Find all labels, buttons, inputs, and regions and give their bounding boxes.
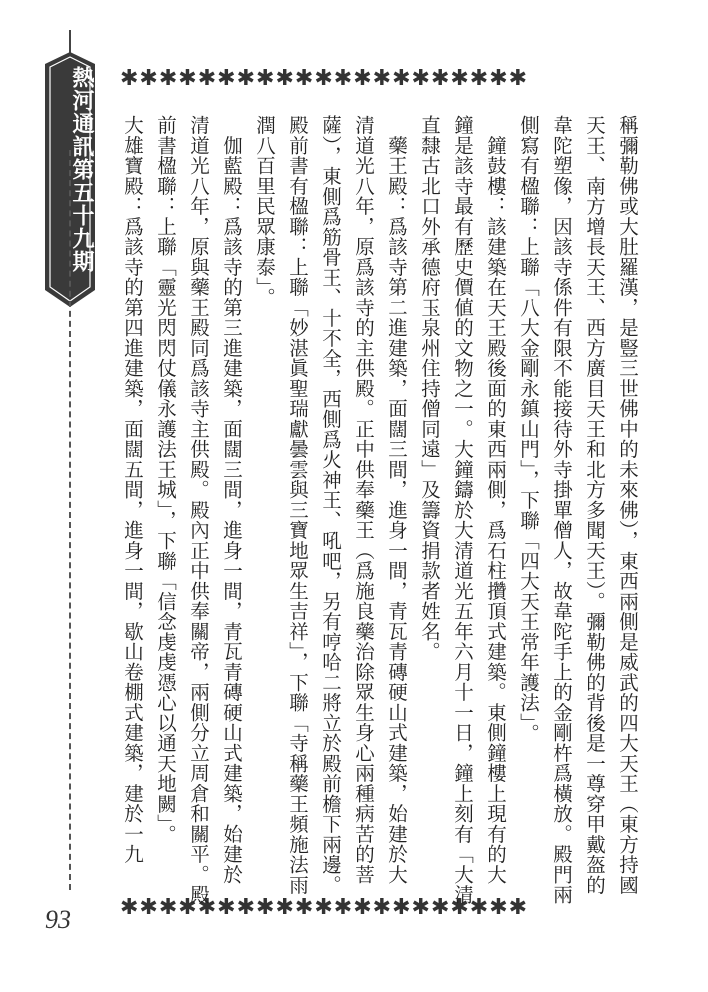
text-column: 伽藍殿：爲該寺的第三進建築，面闊三間，進身一間，青瓦青磚硬山式建築，始建於 <box>220 115 243 885</box>
text-column: 潤八百里民眾康泰」。 <box>253 115 276 308</box>
text-column: 藥王殿：爲該寺第二進建築，面闊三間，進身一間，青瓦青磚硬山式建築，始建於大 <box>385 115 408 885</box>
page-number: 93 <box>45 905 71 934</box>
text-column: 大雄寶殿：爲該寺的第四進建築，面闊五間，進身一間，歇山卷棚式建築，建於一九 <box>121 115 144 865</box>
text-column: 稱彌勒佛或大肚羅漢，是豎三世佛中的未來佛），東西兩側是威武的四大天王（東方持國 <box>616 115 639 895</box>
text-column: 鐘是該寺最有歷史價値的文物之一。大鐘鑄於大清道光五年六月十一日，鐘上刻有「大清 <box>451 115 474 905</box>
text-column: 韋陀塑像，因該寺係件有限不能接待外寺掛單僧人，故韋陀手上的金剛杵爲橫放。殿門兩 <box>550 115 573 905</box>
text-column: 薩），東側爲筋骨王、十不全，西側爲火神王、吼吧，另有哼哈二將立於殿前檐下兩邊。 <box>319 115 342 895</box>
bottom-ornament-rule: ✱✱✱✱✱✱✱✱✱✱✱✱✱✱✱✱✱✱✱✱✱ <box>120 895 529 920</box>
periodical-title: 熱河通訊第五十九期 <box>69 66 95 273</box>
text-column: 鐘鼓樓：該建築在天王殿後面的東西兩側，爲石柱攢頂式建築。東側鐘樓上現有的大 <box>484 115 507 885</box>
text-column: 直隸古北口外承德府玉泉州住持僧同遠」及籌資捐款者姓名。 <box>418 115 441 662</box>
text-column: 清道光八年，原爲該寺的主供殿。正中供奉藥王（爲施良藥治除眾生身心兩種病苦的菩 <box>352 115 375 885</box>
text-column: 側寫有楹聯：上聯「八大金剛永鎮山門」，下聯「四大天王常年護法」。 <box>517 115 540 744</box>
text-column: 天王、南方增長天王、西方廣目天王和北方多聞天王）。彌勒佛的背後是一尊穿甲戴盔的 <box>583 115 606 895</box>
margin-dashed-line <box>69 150 71 890</box>
text-column: 殿前書有楹聯：上聯「妙湛眞聖瑞獻曇雲與三寶地眾生吉祥」，下聯「寺稱藥王頻施法雨 <box>286 115 309 895</box>
text-column: 前書楹聯：上聯「靈光閃閃仗儀永護法王城」，下聯「信念虔虔憑心以通天地闕」。 <box>154 115 177 845</box>
body-text <box>120 115 643 905</box>
top-ornament-rule: ✱✱✱✱✱✱✱✱✱✱✱✱✱✱✱✱✱✱✱✱✱ <box>120 66 529 91</box>
text-column: 清道光八年，原與藥王殿同爲該寺主供殿。殿內正中供奉關帝，兩側分立周倉和關平。殿 <box>187 115 210 905</box>
